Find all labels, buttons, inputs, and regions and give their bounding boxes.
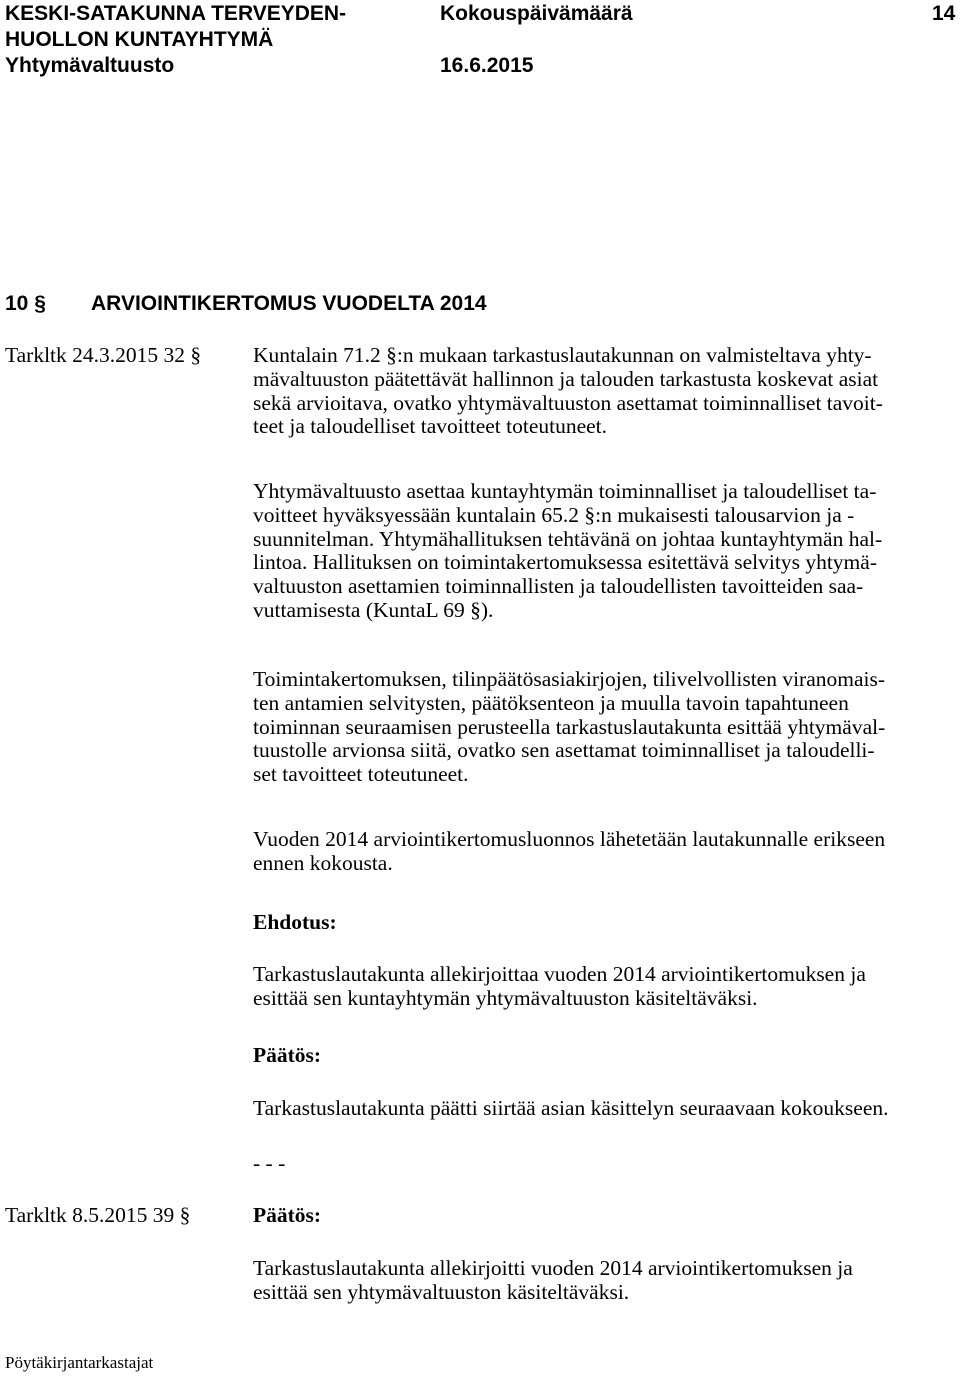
paragraph-line: Tarkastuslautakunta allekirjoittaa vuoden 2014 arviointikertomuksen ja bbox=[253, 962, 866, 986]
section-title: ARVIOINTIKERTOMUS VUODELTA 2014 bbox=[91, 292, 487, 315]
paragraph-line: set tavoitteet toteutuneet. bbox=[253, 762, 469, 787]
org-name-line1: KESKI-SATAKUNNA TERVEYDEN- bbox=[5, 2, 347, 25]
paragraph-line: Toimintakertomuksen, tilinpäätösasiakirjojen, tilivelvollisten viranomais- bbox=[253, 667, 886, 691]
section-number: 10 § bbox=[5, 292, 46, 315]
proposal-label: Ehdotus: bbox=[253, 910, 337, 934]
reference-tarkltk-2: Tarkltk 8.5.2015 39 § bbox=[5, 1203, 191, 1227]
paragraph-line: ennen kokousta. bbox=[253, 850, 393, 875]
paragraph-line: teet ja taloudelliset tavoitteet toteutuneet. bbox=[253, 414, 608, 439]
paragraph-line: Tarkastuslautakunta allekirjoitti vuoden 2014 arviointikertomuksen ja bbox=[253, 1256, 853, 1280]
date-value: 16.6.2015 bbox=[440, 54, 534, 77]
paragraph-line: esittää sen yhtymävaltuuston käsiteltäväksi. bbox=[253, 1279, 630, 1304]
reference-tarkltk-1: Tarkltk 24.3.2015 32 § bbox=[5, 343, 202, 367]
decision-text-2 bbox=[253, 1257, 953, 1305]
paragraph-line: Kuntalain 71.2 §:n mukaan tarkastuslautakunnan on valmisteltava yhty- bbox=[253, 343, 872, 367]
paragraph-line: valtuuston asettamien toiminnallisten ja taloudellisten tavoitteiden saa- bbox=[253, 574, 864, 599]
footer-signatories-label: Pöytäkirjantarkastajat bbox=[5, 1353, 154, 1372]
paragraph-line: tuustolle arvionsa siitä, ovatko sen asettamat toiminnalliset ja taloudelli- bbox=[253, 738, 875, 763]
paragraph-3 bbox=[253, 668, 953, 787]
paragraph-line: esittää sen kuntayhtymän yhtymävaltuuston käsiteltäväksi. bbox=[253, 985, 758, 1010]
paragraph-line: suunnitelman. Yhtymähallituksen tehtävänä on johtaa kuntayhtymän hal- bbox=[253, 526, 883, 551]
paragraph-line: vuttamisesta (KuntaL 69 §). bbox=[253, 597, 494, 622]
decision-label-1: Päätös: bbox=[253, 1043, 322, 1067]
paragraph-1 bbox=[253, 344, 953, 439]
separator: - - - bbox=[253, 1151, 286, 1175]
body-name: Yhtymävaltuusto bbox=[5, 54, 175, 77]
decision-label-2: Päätös: bbox=[253, 1203, 322, 1227]
paragraph-line: voitteet hyväksyessään kuntalain 65.2 §:n mukaisesti talousarvion ja - bbox=[253, 502, 855, 527]
paragraph-line: sekä arvioitava, ovatko yhtymävaltuuston asettamat toiminnalliset tavoit- bbox=[253, 390, 883, 415]
proposal-text bbox=[253, 963, 953, 1011]
paragraph-line: lintoa. Hallituksen on toimintakertomuksessa esitettävä selvitys yhtymä- bbox=[253, 550, 877, 575]
decision-text-1: Tarkastuslautakunta päätti siirtää asian käsittelyn seuraavaan kokoukseen. bbox=[253, 1096, 889, 1120]
page-number: 14 bbox=[932, 2, 956, 25]
paragraph-line: Vuoden 2014 arviointikertomusluonnos lähetetään lautakunnalle erikseen bbox=[253, 827, 886, 851]
date-label: Kokouspäivämäärä bbox=[440, 2, 633, 25]
paragraph-line: mävaltuuston päätettävät hallinnon ja talouden tarkastusta koskevat asiat bbox=[253, 366, 879, 391]
paragraph-line: ten antamien selvitysten, päätöksenteon ja muulla tavoin tapahtuneen bbox=[253, 690, 849, 715]
org-name-line2: HUOLLON KUNTAYHTYMÄ bbox=[5, 28, 274, 51]
paragraph-4 bbox=[253, 828, 953, 876]
paragraph-line: toiminnan seuraamisen perusteella tarkastuslautakunta esittää yhtymäval- bbox=[253, 714, 886, 739]
paragraph-2 bbox=[253, 480, 953, 623]
paragraph-line: Yhtymävaltuusto asettaa kuntayhtymän toiminnalliset ja taloudelliset ta- bbox=[253, 479, 877, 503]
